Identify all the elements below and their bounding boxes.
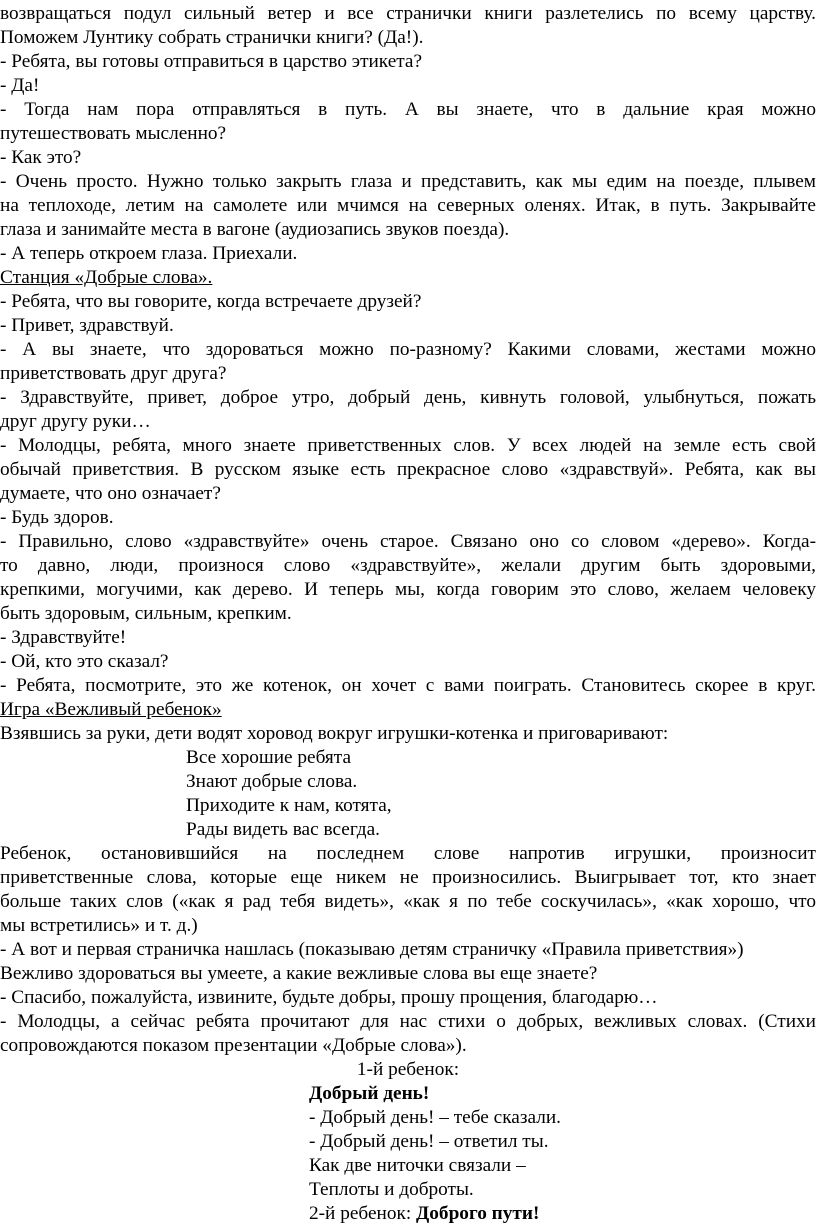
text-line: Ребенок, остановившийся на последнем слове напротив игрушки, произносит: [0, 843, 816, 864]
text-line: - Будь здоров.: [0, 507, 114, 528]
text-line: - Ребята, вы готовы отправиться в царство этикета?: [0, 51, 423, 72]
text-line: путешествовать мысленно?: [0, 123, 227, 144]
text-line: Вежливо здороваться вы умеете, а какие вежливые слова вы еще знаете?: [0, 963, 598, 984]
text-line: больше таких слов («как я рад тебя видеть», «как я по тебе соскучилась», «как хорошо, что: [0, 891, 816, 912]
poem-title: Доброго пути!: [416, 1203, 540, 1224]
text-line: приветствовать друг друга?: [0, 363, 227, 384]
text-line: - Правильно, слово «здравствуйте» очень старое. Связано оно со словом «дерево». Когда-: [0, 531, 816, 552]
poem-line: - Добрый день! – тебе сказали.: [309, 1107, 561, 1128]
text-line: - Ребята, посмотрите, это же котенок, он хочет с вами поиграть. Становитесь скорее в круг.: [0, 675, 816, 696]
text-line: мы встретились» и т. д.): [0, 915, 198, 936]
text-line: на теплоходе, летим на самолете или мчимся на северных оленях. Итак, в путь. Закрывайте: [0, 195, 816, 216]
text-line: обычай приветствия. В русском языке есть прекрасное слово «здравствуй». Ребята, как вы: [0, 459, 816, 480]
poem-line: - Добрый день! – ответил ты.: [309, 1131, 549, 1152]
poem-line: Рады видеть вас всегда.: [186, 819, 380, 840]
poem-line: Теплоты и доброты.: [309, 1179, 474, 1200]
text-line: - Привет, здравствуй.: [0, 315, 174, 336]
text-line: - Молодцы, ребята, много знаете приветственных слов. У всех людей на земле есть свой: [0, 435, 816, 456]
text-line: друг другу руки…: [0, 411, 151, 432]
poem-line: Знают добрые слова.: [186, 771, 358, 792]
section-heading-station: Станция «Добрые слова».: [0, 267, 213, 288]
section-heading-game: Игра «Вежливый ребенок»: [0, 699, 222, 720]
child-label-2: [309, 1202, 539, 1226]
text-line: то давно, люди, произнося слово «здравствуйте», желали другим быть здоровыми,: [0, 555, 816, 576]
poem-line: Как две ниточки связали –: [309, 1155, 526, 1176]
text-line: - Да!: [0, 75, 40, 96]
child-label-text: 2-й ребенок:: [309, 1203, 417, 1224]
text-line: - А теперь откроем глаза. Приехали.: [0, 243, 298, 264]
poem-line: Приходите к нам, котята,: [186, 795, 392, 816]
text-line: - Как это?: [0, 147, 82, 168]
text-line: приветственные слова, которые еще никем не произносились. Выигрывает тот, кто знает: [0, 867, 816, 888]
text-line: быть здоровым, сильным, крепким.: [0, 603, 292, 624]
text-line: Взявшись за руки, дети водят хоровод вокруг игрушки-котенка и приговаривают:: [0, 723, 669, 744]
text-line: - Спасибо, пожалуйста, извините, будьте добры, прошу прощения, благодарю…: [0, 987, 658, 1008]
text-line: - Тогда нам пора отправляться в путь. А вы знаете, что в дальние края можно: [0, 99, 816, 120]
text-line: - Здравствуйте, привет, доброе утро, добрый день, кивнуть головой, улыбнуться, пожать: [0, 387, 816, 408]
text-line: - А вот и первая страничка нашлась (показываю детям страничку «Правила приветствия»): [0, 939, 744, 960]
text-line: - А вы знаете, что здороваться можно по-разному? Какими словами, жестами можно: [0, 339, 816, 360]
text-line: крепкими, могучими, как дерево. И теперь мы, когда говорим это слово, желаем человеку: [0, 579, 816, 600]
text-line: Поможем Лунтику собрать странички книги? (Да!).: [0, 27, 424, 48]
poem-title: Добрый день!: [309, 1083, 430, 1104]
text-line: - Ой, кто это сказал?: [0, 651, 169, 672]
text-line: глаза и занимайте места в вагоне (аудиозапись звуков поезда).: [0, 219, 510, 240]
text-line: - Здравствуйте!: [0, 627, 127, 648]
poem-line: Все хорошие ребята: [186, 747, 352, 768]
text-line: - Очень просто. Нужно только закрыть глаза и представить, как мы едим на поезде, плывем: [0, 171, 816, 192]
text-line: - Ребята, что вы говорите, когда встречаете друзей?: [0, 291, 422, 312]
child-label: 1-й ребенок:: [356, 1059, 460, 1080]
text-line: - Молодцы, а сейчас ребята прочитают для нас стихи о добрых, вежливых словах. (Стихи: [0, 1011, 816, 1032]
text-line: возвращаться подул сильный ветер и все странички книги разлетелись по всему царству.: [0, 3, 816, 24]
text-line: думаете, что оно означает?: [0, 483, 221, 504]
text-line: сопровождаются показом презентации «Добрые слова»).: [0, 1035, 467, 1056]
